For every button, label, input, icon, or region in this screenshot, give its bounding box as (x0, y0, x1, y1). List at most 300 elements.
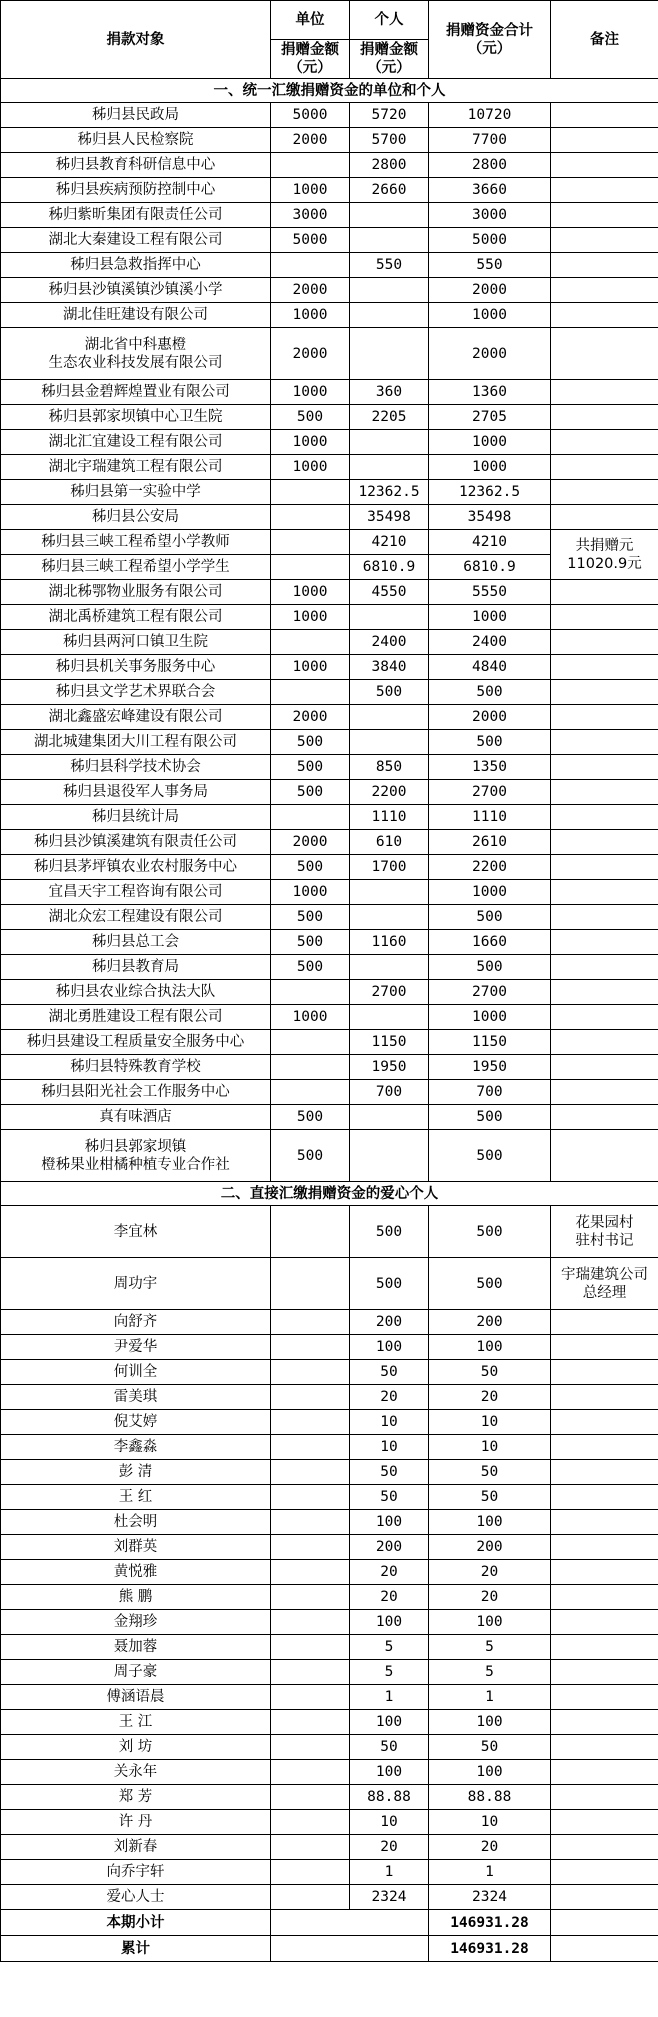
personal-amount: 35498 (350, 505, 429, 530)
personal-amount: 3840 (350, 655, 429, 680)
personal-amount: 10 (350, 1410, 429, 1435)
donor-name: 聂加蓉 (1, 1635, 271, 1660)
unit-amount: 2000 (271, 128, 350, 153)
table-row (1, 1105, 658, 1130)
unit-amount: 500 (271, 730, 350, 755)
donor-name: 秭归县急救指挥中心 (1, 253, 271, 278)
personal-amount (350, 203, 429, 228)
table-row (1, 1410, 658, 1435)
total-amount: 2700 (429, 780, 551, 805)
donor-name: 秭归县沙镇溪建筑有限责任公司 (1, 830, 271, 855)
note-cell (551, 605, 658, 630)
personal-amount (350, 278, 429, 303)
unit-amount (271, 1030, 350, 1055)
donor-name: 秭归县第一实验中学 (1, 480, 271, 505)
donor-name: 向舒齐 (1, 1310, 271, 1335)
unit-amount (271, 1360, 350, 1385)
table-row (1, 1460, 658, 1485)
table-row (1, 1685, 658, 1710)
unit-amount: 2000 (271, 278, 350, 303)
donor-name: 秭归县教育科研信息中心 (1, 153, 271, 178)
personal-amount (350, 303, 429, 328)
donor-name: 熊 鹏 (1, 1585, 271, 1610)
blank-cell (271, 1936, 429, 1962)
table-row (1, 605, 658, 630)
unit-amount: 500 (271, 405, 350, 430)
table-row (1, 153, 658, 178)
table-row (1, 630, 658, 655)
table-row (1, 805, 658, 830)
total-amount: 100 (429, 1610, 551, 1635)
total-amount: 12362.5 (429, 480, 551, 505)
donor-name: 宜昌天宇工程咨询有限公司 (1, 880, 271, 905)
donor-name: 秭归县农业综合执法大队 (1, 980, 271, 1005)
unit-amount: 1000 (271, 455, 350, 480)
note-cell (551, 1785, 658, 1810)
note-cell (551, 253, 658, 278)
note-cell (551, 178, 658, 203)
note-cell (551, 1560, 658, 1585)
total-amount: 10720 (429, 103, 551, 128)
donor-name: 湖北大秦建设工程有限公司 (1, 228, 271, 253)
unit-amount: 1000 (271, 880, 350, 905)
total-amount: 2705 (429, 405, 551, 430)
personal-amount: 200 (350, 1310, 429, 1335)
donor-name: 周子豪 (1, 1660, 271, 1685)
total-amount: 200 (429, 1310, 551, 1335)
donor-name: 秭归县郭家坝镇中心卫生院 (1, 405, 271, 430)
total-amount: 100 (429, 1760, 551, 1785)
table-row (1, 178, 658, 203)
donor-name: 尹爱华 (1, 1335, 271, 1360)
table-row (1, 380, 658, 405)
note-cell (551, 805, 658, 830)
unit-amount: 1000 (271, 1005, 350, 1030)
table-row (1, 1385, 658, 1410)
total-amount: 3660 (429, 178, 551, 203)
unit-amount: 500 (271, 755, 350, 780)
header-unit-amount: 捐赠金额 （元） (271, 40, 350, 79)
donor-name: 金翔珍 (1, 1610, 271, 1635)
personal-amount (350, 1130, 429, 1182)
donor-name: 刘 坊 (1, 1735, 271, 1760)
personal-amount (350, 705, 429, 730)
unit-amount (271, 630, 350, 655)
note-cell (551, 1485, 658, 1510)
unit-amount: 500 (271, 1130, 350, 1182)
personal-amount (350, 430, 429, 455)
table-row (1, 755, 658, 780)
unit-amount (271, 1335, 350, 1360)
unit-amount (271, 1585, 350, 1610)
total-amount: 1950 (429, 1055, 551, 1080)
unit-amount (271, 1635, 350, 1660)
personal-amount: 50 (350, 1460, 429, 1485)
note-cell (551, 1660, 658, 1685)
personal-amount: 2660 (350, 178, 429, 203)
note-cell (551, 278, 658, 303)
donor-name: 秭归县阳光社会工作服务中心 (1, 1080, 271, 1105)
table-row (1, 1510, 658, 1535)
unit-amount (271, 1660, 350, 1685)
unit-amount (271, 253, 350, 278)
unit-amount (271, 1258, 350, 1310)
donor-name: 倪艾婷 (1, 1410, 271, 1435)
unit-amount (271, 1435, 350, 1460)
total-amount: 50 (429, 1735, 551, 1760)
table-row (1, 530, 658, 555)
unit-amount: 500 (271, 855, 350, 880)
personal-amount: 2700 (350, 980, 429, 1005)
total-amount: 500 (429, 1206, 551, 1258)
table-row (1, 580, 658, 605)
note-cell (551, 1105, 658, 1130)
table-row (1, 1810, 658, 1835)
total-amount: 4210 (429, 530, 551, 555)
personal-amount: 20 (350, 1835, 429, 1860)
table-row (1, 1206, 658, 1258)
table-row (1, 1435, 658, 1460)
unit-amount: 5000 (271, 228, 350, 253)
unit-amount: 1000 (271, 655, 350, 680)
note-cell (551, 1310, 658, 1335)
unit-amount: 1000 (271, 430, 350, 455)
personal-amount: 5720 (350, 103, 429, 128)
personal-amount (350, 228, 429, 253)
note-cell (551, 1080, 658, 1105)
table-row (1, 1080, 658, 1105)
donor-name: 秭归县建设工程质量安全服务中心 (1, 1030, 271, 1055)
total-amount: 500 (429, 1130, 551, 1182)
note-cell (551, 228, 658, 253)
note-cell (551, 328, 658, 380)
table-row (1, 203, 658, 228)
unit-amount: 5000 (271, 103, 350, 128)
unit-amount: 1000 (271, 380, 350, 405)
personal-amount: 1160 (350, 930, 429, 955)
total-amount: 6810.9 (429, 555, 551, 580)
personal-amount: 500 (350, 1206, 429, 1258)
table-row (1, 730, 658, 755)
donor-name: 秭归县特殊教育学校 (1, 1055, 271, 1080)
total-amount: 1350 (429, 755, 551, 780)
unit-amount: 2000 (271, 705, 350, 730)
donor-name: 刘新春 (1, 1835, 271, 1860)
note-cell (551, 1936, 658, 1962)
donor-name: 秭归县文学艺术界联合会 (1, 680, 271, 705)
total-amount: 20 (429, 1560, 551, 1585)
period-subtotal-label: 本期小计 (1, 1910, 271, 1936)
donor-name: 秭归县三峡工程希望小学教师 (1, 530, 271, 555)
table-row (1, 1005, 658, 1030)
note-cell (551, 303, 658, 328)
unit-amount (271, 1560, 350, 1585)
donor-name: 向乔宇轩 (1, 1860, 271, 1885)
total-amount: 5 (429, 1635, 551, 1660)
unit-amount: 500 (271, 780, 350, 805)
personal-amount (350, 455, 429, 480)
personal-amount (350, 605, 429, 630)
note-cell (551, 980, 658, 1005)
cumulative-value: 146931.28 (429, 1936, 551, 1962)
donor-name: 郑 芳 (1, 1785, 271, 1810)
unit-amount (271, 153, 350, 178)
unit-amount: 3000 (271, 203, 350, 228)
personal-amount: 10 (350, 1435, 429, 1460)
donor-name: 秭归县民政局 (1, 103, 271, 128)
table-row (1, 1258, 658, 1310)
table-row (1, 955, 658, 980)
personal-amount: 700 (350, 1080, 429, 1105)
table-row (1, 1710, 658, 1735)
unit-amount: 2000 (271, 328, 350, 380)
unit-amount (271, 1410, 350, 1435)
donor-name: 真有味酒店 (1, 1105, 271, 1130)
personal-amount: 850 (350, 755, 429, 780)
table-row (1, 1610, 658, 1635)
note-cell (551, 655, 658, 680)
personal-amount (350, 880, 429, 905)
table-row (1, 103, 658, 128)
note-cell (551, 405, 658, 430)
unit-amount (271, 1785, 350, 1810)
cumulative-label: 累计 (1, 1936, 271, 1962)
personal-amount: 1 (350, 1685, 429, 1710)
donor-name: 黄悦雅 (1, 1560, 271, 1585)
table-row (1, 480, 658, 505)
note-cell (551, 103, 658, 128)
table-row (1, 1335, 658, 1360)
note-cell (551, 1710, 658, 1735)
total-amount: 100 (429, 1510, 551, 1535)
donor-name: 秭归县茅坪镇农业农村服务中心 (1, 855, 271, 880)
total-amount: 500 (429, 905, 551, 930)
donor-name: 秭归县统计局 (1, 805, 271, 830)
personal-amount: 20 (350, 1560, 429, 1585)
note-cell (551, 430, 658, 455)
table-row (1, 980, 658, 1005)
unit-amount: 2000 (271, 830, 350, 855)
personal-amount: 88.88 (350, 1785, 429, 1810)
donor-name: 秭归县科学技术协会 (1, 755, 271, 780)
total-amount: 20 (429, 1585, 551, 1610)
note-cell (551, 730, 658, 755)
note-cell: 宇瑞建筑公司 总经理 (551, 1258, 658, 1310)
table-row (1, 830, 658, 855)
personal-amount: 100 (350, 1610, 429, 1635)
total-amount: 500 (429, 730, 551, 755)
unit-amount (271, 1760, 350, 1785)
total-amount: 1000 (429, 303, 551, 328)
unit-amount (271, 1510, 350, 1535)
section-title: 一、统一汇缴捐赠资金的单位和个人 (1, 79, 658, 103)
note-cell (551, 1535, 658, 1560)
cumulative-row (1, 1936, 658, 1962)
donor-name: 秭归县教育局 (1, 955, 271, 980)
note-cell (551, 455, 658, 480)
table-row (1, 855, 658, 880)
total-amount: 2000 (429, 278, 551, 303)
note-cell (551, 1055, 658, 1080)
note-cell (551, 780, 658, 805)
unit-amount (271, 1835, 350, 1860)
donor-name: 秭归县人民检察院 (1, 128, 271, 153)
table-row (1, 680, 658, 705)
donor-name: 王 江 (1, 1710, 271, 1735)
donor-name: 湖北汇宜建设工程有限公司 (1, 430, 271, 455)
table-row (1, 1785, 658, 1810)
donor-name: 李宜林 (1, 1206, 271, 1258)
table-row (1, 405, 658, 430)
personal-amount: 2324 (350, 1885, 429, 1910)
unit-amount: 500 (271, 905, 350, 930)
note-cell (551, 1030, 658, 1055)
personal-amount (350, 730, 429, 755)
personal-amount: 550 (350, 253, 429, 278)
note-cell (551, 480, 658, 505)
total-amount: 550 (429, 253, 551, 278)
donor-name: 秭归县机关事务服务中心 (1, 655, 271, 680)
total-amount: 500 (429, 955, 551, 980)
donor-name: 湖北禹桥建筑工程有限公司 (1, 605, 271, 630)
section-title: 二、直接汇缴捐赠资金的爱心个人 (1, 1182, 658, 1206)
note-cell (551, 1685, 658, 1710)
unit-amount (271, 1885, 350, 1910)
unit-amount (271, 680, 350, 705)
note-cell (551, 128, 658, 153)
total-amount: 1 (429, 1685, 551, 1710)
total-amount: 2700 (429, 980, 551, 1005)
unit-amount: 500 (271, 955, 350, 980)
note-cell (551, 1585, 658, 1610)
unit-amount (271, 1460, 350, 1485)
donor-name: 雷美琪 (1, 1385, 271, 1410)
personal-amount: 20 (350, 1585, 429, 1610)
unit-amount: 500 (271, 1105, 350, 1130)
total-amount: 4840 (429, 655, 551, 680)
header-unit: 单位 (271, 1, 350, 40)
total-amount: 10 (429, 1435, 551, 1460)
unit-amount (271, 1310, 350, 1335)
note-cell (551, 630, 658, 655)
table-row (1, 1760, 658, 1785)
unit-amount (271, 1610, 350, 1635)
unit-amount (271, 1685, 350, 1710)
donor-name: 湖北勇胜建设工程有限公司 (1, 1005, 271, 1030)
note-cell (551, 1130, 658, 1182)
donor-name: 傅涵语晨 (1, 1685, 271, 1710)
table-row (1, 128, 658, 153)
total-amount: 500 (429, 1258, 551, 1310)
total-amount: 2000 (429, 328, 551, 380)
total-amount: 1000 (429, 605, 551, 630)
personal-amount: 360 (350, 380, 429, 405)
note-cell (551, 1510, 658, 1535)
table-row (1, 1360, 658, 1385)
donor-name: 秭归县公安局 (1, 505, 271, 530)
total-amount: 2610 (429, 830, 551, 855)
personal-amount (350, 905, 429, 930)
total-amount: 1000 (429, 430, 551, 455)
total-amount: 5 (429, 1660, 551, 1685)
table-row (1, 930, 658, 955)
personal-amount: 100 (350, 1335, 429, 1360)
donor-name: 湖北鑫盛宏峰建设有限公司 (1, 705, 271, 730)
total-amount: 2324 (429, 1885, 551, 1910)
total-amount: 1660 (429, 930, 551, 955)
personal-amount: 6810.9 (350, 555, 429, 580)
note-cell (551, 1610, 658, 1635)
total-amount: 10 (429, 1410, 551, 1435)
unit-amount (271, 555, 350, 580)
note-cell (551, 1360, 658, 1385)
total-amount: 1150 (429, 1030, 551, 1055)
note-cell (551, 505, 658, 530)
note-cell (551, 1860, 658, 1885)
total-amount: 5000 (429, 228, 551, 253)
header-personal: 个人 (350, 1, 429, 40)
personal-amount (350, 955, 429, 980)
personal-amount (350, 328, 429, 380)
total-amount: 1110 (429, 805, 551, 830)
header-total: 捐赠资金合计 （元） (429, 1, 551, 79)
donor-name: 秭归县总工会 (1, 930, 271, 955)
total-amount: 3000 (429, 203, 551, 228)
unit-amount (271, 805, 350, 830)
unit-amount (271, 480, 350, 505)
total-amount: 500 (429, 1105, 551, 1130)
note-cell (551, 1735, 658, 1760)
personal-amount: 50 (350, 1360, 429, 1385)
unit-amount (271, 1860, 350, 1885)
table-row (1, 278, 658, 303)
personal-amount: 500 (350, 1258, 429, 1310)
total-amount: 1000 (429, 880, 551, 905)
table-row (1, 253, 658, 278)
note-cell (551, 1760, 658, 1785)
table-row (1, 328, 658, 380)
note-cell (551, 1835, 658, 1860)
table-row (1, 1835, 658, 1860)
donor-name: 秭归县三峡工程希望小学学生 (1, 555, 271, 580)
unit-amount (271, 1385, 350, 1410)
unit-amount (271, 1810, 350, 1835)
donor-name: 刘群英 (1, 1535, 271, 1560)
note-cell (551, 380, 658, 405)
note-cell (551, 855, 658, 880)
personal-amount: 610 (350, 830, 429, 855)
note-cell (551, 1385, 658, 1410)
donor-name: 秭归紫昕集团有限责任公司 (1, 203, 271, 228)
total-amount: 2000 (429, 705, 551, 730)
unit-amount (271, 1206, 350, 1258)
total-amount: 1 (429, 1860, 551, 1885)
note-cell (551, 905, 658, 930)
personal-amount (350, 1005, 429, 1030)
personal-amount: 2205 (350, 405, 429, 430)
note-cell: 花果园村 驻村书记 (551, 1206, 658, 1258)
personal-amount: 100 (350, 1710, 429, 1735)
header-personal-amount: 捐赠金额 （元） (350, 40, 429, 79)
table-row (1, 430, 658, 455)
personal-amount: 2400 (350, 630, 429, 655)
total-amount: 1000 (429, 455, 551, 480)
note-cell (551, 1410, 658, 1435)
total-amount: 2400 (429, 630, 551, 655)
personal-amount: 5700 (350, 128, 429, 153)
personal-amount: 500 (350, 680, 429, 705)
header-target: 捐款对象 (1, 1, 271, 79)
